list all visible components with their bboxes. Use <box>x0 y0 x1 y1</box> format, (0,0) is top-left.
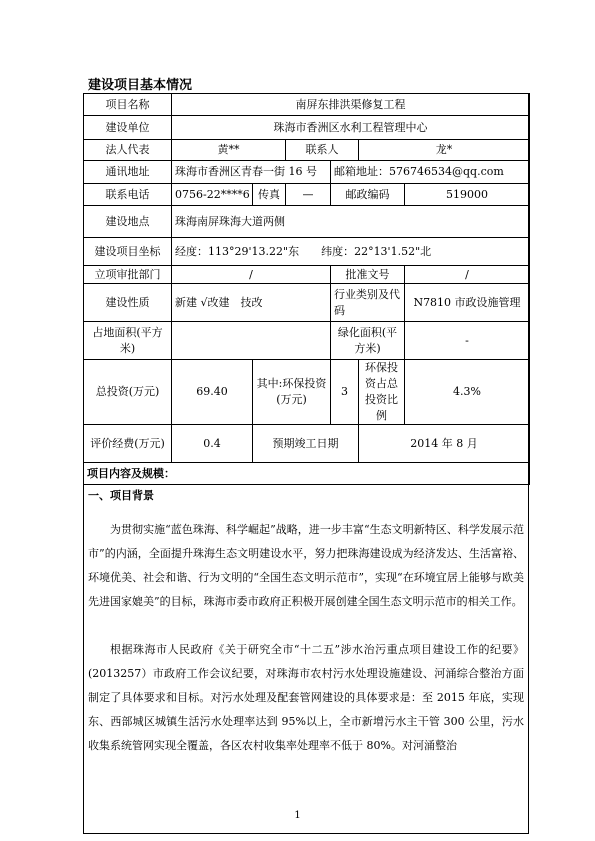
approval-no-value: / <box>405 266 530 284</box>
postcode-label: 邮政编码 <box>331 184 405 206</box>
fax-label: 传真 <box>253 184 286 206</box>
completion-label: 预期竣工日期 <box>253 425 359 463</box>
project-name-value: 南屏东排洪渠修复工程 <box>172 94 530 116</box>
site-label: 建设地点 <box>84 206 172 238</box>
env-ratio-label: 环保投资占总投资比例 <box>359 360 405 425</box>
green-label: 绿化面积(平方米) <box>331 322 405 360</box>
green-value: - <box>405 322 530 360</box>
industry-label: 行业类别及代码 <box>331 284 405 322</box>
project-info-table <box>83 93 530 485</box>
address-value: 珠海市香洲区青春一街 16 号 <box>172 161 331 184</box>
eval-fee-label: 评价经费(万元) <box>84 425 172 463</box>
phone-label: 联系电话 <box>84 184 172 206</box>
nature-label: 建设性质 <box>84 284 172 322</box>
paragraph-background: 为贯彻实施“蓝色珠海、科学崛起”战略，进一步丰富“生态文明新特区、科学发展示范市”的内涵，全面提升珠海生态文明建设水平，努力把珠海建设成为经济发达、生活富裕、环境优美、社会和谐、行为文明的“全国生态文明示范市”，实现“在环境宜居上能够与欧美先进国家媲美”的目标，珠海市委市政府正积极开展创建全国生态文明示范市的相关工作。 <box>88 523 524 608</box>
address-label: 通讯地址 <box>84 161 172 184</box>
area-label: 占地面积(平方米) <box>84 322 172 360</box>
approval-dept-label: 立项审批部门 <box>84 266 172 284</box>
total-investment-label: 总投资(万元) <box>84 360 172 425</box>
env-ratio-value: 4.3% <box>405 360 530 425</box>
section-heading-background: 一、项目背景 <box>88 489 154 502</box>
area-value <box>172 322 331 360</box>
page-title: 建设项目基本情况 <box>88 78 193 93</box>
site-value: 珠海南屏珠海大道两侧 <box>172 206 530 238</box>
coord-label: 建设项目坐标 <box>84 238 172 266</box>
legal-rep-label: 法人代表 <box>84 140 172 161</box>
approval-dept-value: / <box>172 266 331 284</box>
nature-value: 新建 √改建 技改 <box>172 284 331 322</box>
industry-value: N7810 市政设施管理 <box>405 284 530 322</box>
contact-value: 龙* <box>359 140 530 161</box>
eval-fee-value: 0.4 <box>172 425 253 463</box>
env-investment-label: 其中:环保投资(万元) <box>253 360 331 425</box>
completion-value: 2014 年 8 月 <box>359 425 530 463</box>
content-scale-label: 项目内容及规模： <box>84 463 530 485</box>
phone-value: 0756-22****6 <box>172 184 253 206</box>
email-value: 邮箱地址：576746534@qq.com <box>331 161 530 184</box>
unit-label: 建设单位 <box>84 116 172 140</box>
paragraph-policy: 根据珠海市人民政府《关于研究全市“十二五”涉水治污重点项目建设工作的纪要》(2013257）市政府工作会议纪要，对珠海市农村污水处理设施建设、河涌综合整治方面制定了具体要求和目标。对污水处理及配套管网建设的具体要求是：至 2015 年底，实现东、西部城区城镇生活污水处理率达到 95%以上，全市新增污水主干管 300 公里，污水收集系统管网实现全覆盖，各区农村收集率处理率不低于 80%。对河涌整治 <box>88 643 524 752</box>
contact-label: 联系人 <box>286 140 359 161</box>
total-investment-value: 69.40 <box>172 360 253 425</box>
approval-no-label: 批准文号 <box>331 266 405 284</box>
page-number: 1 <box>294 810 301 821</box>
legal-rep-value: 黄** <box>172 140 286 161</box>
unit-value: 珠海市香洲区水利工程管理中心 <box>172 116 530 140</box>
env-investment-value: 3 <box>331 360 359 425</box>
project-name-label: 项目名称 <box>84 94 172 116</box>
coord-value: 经度：113°29'13.22"东 纬度：22°13'1.52"北 <box>172 238 530 266</box>
fax-value: — <box>286 184 331 206</box>
postcode-value: 519000 <box>405 184 530 206</box>
